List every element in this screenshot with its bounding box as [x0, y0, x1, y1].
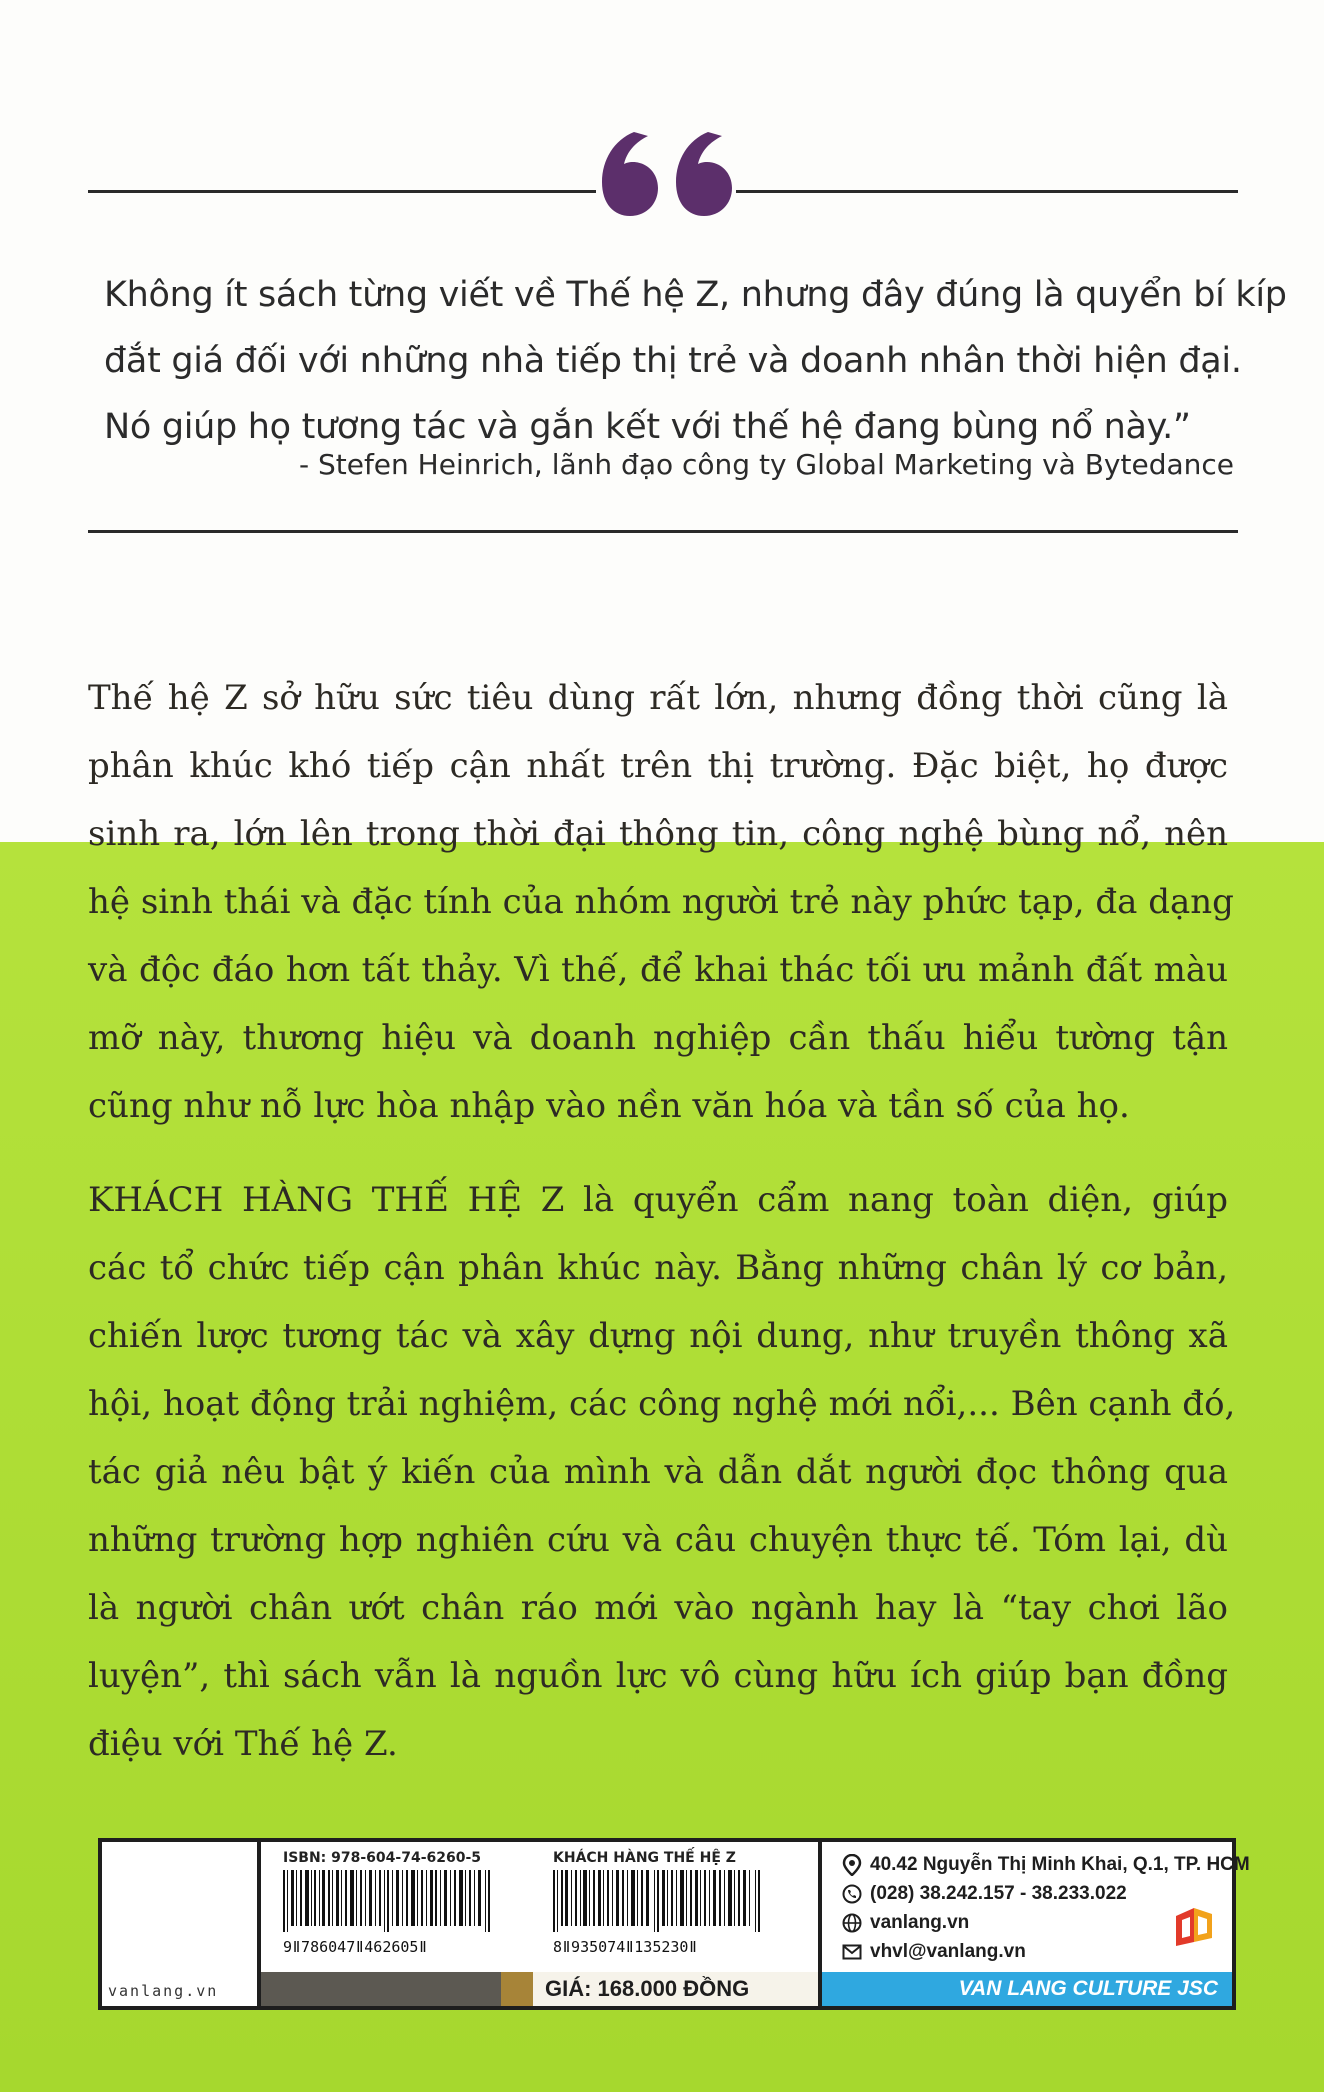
paragraph-2: [88, 1166, 1236, 1778]
paragraph-line: hội, hoạt động trải nghiệm, các công nghệ mới nổi,... Bên cạnh đó,: [88, 1384, 1236, 1424]
isbn-barcode: [283, 1850, 513, 1968]
color-strip-gray: [261, 1972, 501, 2006]
paragraph-line: hệ sinh thái và đặc tính của nhóm người trẻ này phức tạp, đa dạng: [88, 882, 1234, 922]
paragraph-line: Thế hệ Z sở hữu sức tiêu dùng rất lớn, nhưng đồng thời cũng là: [88, 678, 1228, 718]
quote-line: Nó giúp họ tương tác và gắn kết với thế hệ đang bùng nổ này.”: [104, 407, 1191, 447]
email-row: [842, 1941, 1026, 1963]
ean-digits: 8ǁ935074ǁ135230ǁ: [553, 1938, 698, 1956]
email-text[interactable]: vhvl@vanlang.vn: [870, 1941, 1026, 1962]
footer-small-website: vanlang.vn: [108, 1982, 219, 2000]
publisher-contact-panel: [822, 1842, 1250, 2006]
paragraph-line: chiến lược tương tác và xây dựng nội dung, như truyền thông xã: [88, 1316, 1228, 1356]
isbn-label: ISBN: 978-604-74-6260-5: [283, 1850, 482, 1866]
company-bar: [822, 1972, 1232, 2006]
phone-row: [842, 1883, 1127, 1905]
ean-barcode: [553, 1850, 793, 1968]
company-name: VAN LANG CULTURE JSC: [958, 1977, 1218, 2000]
website-row: [842, 1912, 969, 1934]
bottom-rule: [88, 530, 1238, 533]
price-label: GIÁ: 168.000 ĐỒNG: [533, 1972, 818, 2006]
address-text: 40.42 Nguyễn Thị Minh Khai, Q.1, TP. HCM: [870, 1854, 1250, 1875]
barcode-panel: [261, 1842, 818, 2006]
website-text[interactable]: vanlang.vn: [870, 1912, 970, 1933]
ean-barcode-bars: [553, 1870, 763, 1932]
paragraph-line: những trường hợp nghiên cứu và câu chuyện thực tế. Tóm lại, dù: [88, 1520, 1228, 1560]
paragraph-line: các tổ chức tiếp cận phân khúc này. Bằng những chân lý cơ bản,: [88, 1248, 1228, 1288]
van-lang-logo: [1172, 1902, 1218, 1948]
quote-line: đắt giá đối với những nhà tiếp thị trẻ và doanh nhân thời hiện đại.: [104, 341, 1242, 381]
publisher-footer: [98, 1838, 1250, 2010]
phone-icon: [842, 1884, 862, 1904]
paragraph-line: tác giả nêu bật ý kiến của mình và dẫn dắt người đọc thông qua: [88, 1452, 1228, 1492]
paragraph-line: sinh ra, lớn lên trong thời đại thông tin, công nghệ bùng nổ, nên: [88, 814, 1228, 854]
phone-text: (028) 38.242.157 - 38.233.022: [870, 1883, 1127, 1904]
quote-attribution: - Stefen Heinrich, lãnh đạo công ty Global Marketing và Bytedance: [298, 448, 1234, 481]
globe-icon: [842, 1913, 862, 1933]
quote-line: Không ít sách từng viết về Thế hệ Z, nhưng đây đúng là quyển bí kíp: [104, 275, 1287, 315]
paragraph-line: điệu với Thế hệ Z.: [88, 1724, 398, 1764]
paragraph-line: là người chân ướt chân ráo mới vào ngành hay là “tay chơi lão: [88, 1588, 1228, 1628]
paragraph-line: và độc đáo hơn tất thảy. Vì thế, để khai thác tối ưu mảnh đất màu: [88, 950, 1228, 990]
paragraph-line: luyện”, thì sách vẫn là nguồn lực vô cùng hữu ích giúp bạn đồng: [88, 1656, 1228, 1696]
envelope-icon: [842, 1944, 862, 1960]
paragraph-line: mỡ này, thương hiệu và doanh nghiệp cần thấu hiểu tường tận: [88, 1018, 1228, 1058]
address-row: [842, 1854, 1250, 1876]
paragraph-1: [88, 664, 1234, 1140]
double-quote-icon: [596, 118, 736, 228]
paragraph-line: KHÁCH HÀNG THẾ HỆ Z là quyển cẩm nang toàn diện, giúp: [88, 1180, 1228, 1220]
barcode-title-label: KHÁCH HÀNG THẾ HỆ Z: [553, 1850, 736, 1866]
paragraph-line: cũng như nỗ lực hòa nhập vào nền văn hóa và tần số của họ.: [88, 1086, 1130, 1126]
location-pin-icon: [842, 1854, 862, 1876]
paragraph-line: phân khúc khó tiếp cận nhất trên thị trường. Đặc biệt, họ được: [88, 746, 1228, 786]
color-strip-gold: [501, 1972, 533, 2006]
isbn-barcode-bars: [283, 1870, 493, 1932]
blank-label-panel: [102, 1842, 257, 2006]
isbn-digits: 9ǁ786047ǁ462605ǁ: [283, 1938, 428, 1956]
endorsement-quote: [104, 262, 1287, 460]
